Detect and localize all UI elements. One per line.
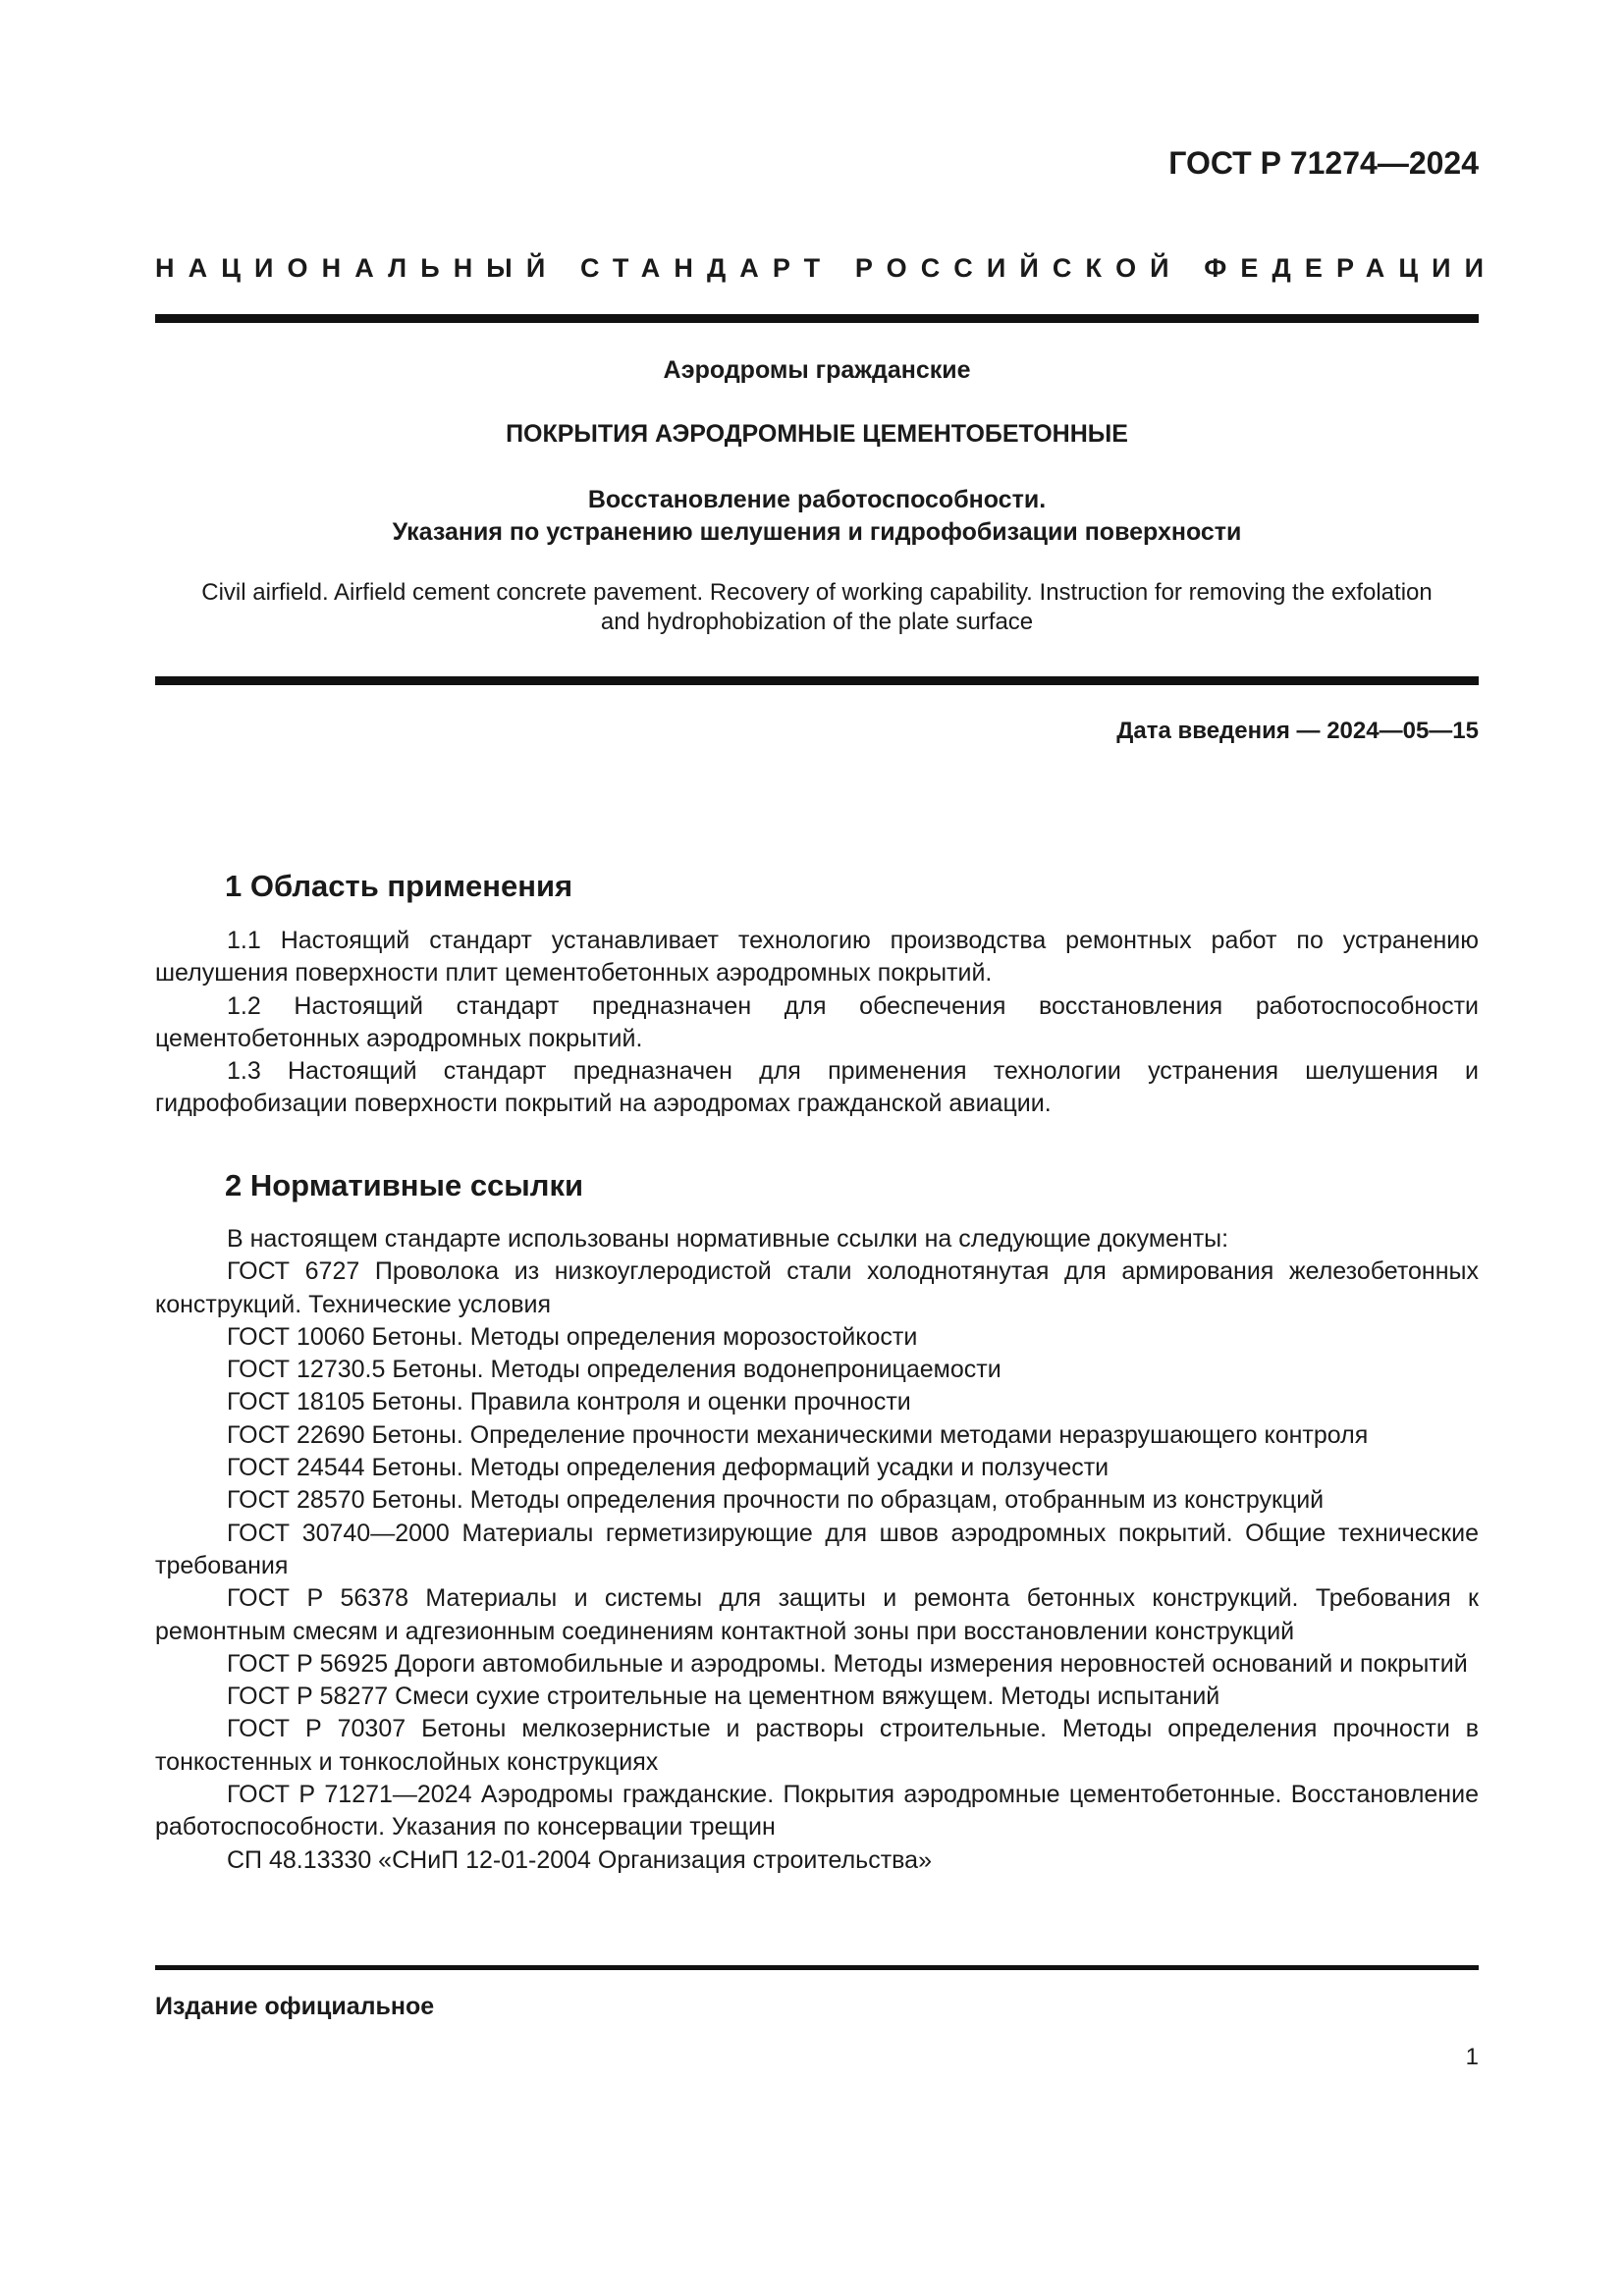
section-1-heading: 1 Область применения <box>225 869 573 903</box>
official-edition-label: Издание официальное <box>155 1993 435 2020</box>
reference-item: ГОСТ Р 56925 Дороги автомобильные и аэродромы. Методы измерения неровностей оснований и покрытий <box>227 1649 1468 1678</box>
reference-item: ГОСТ Р 71271—2024 Аэродромы гражданские. Покрытия аэродромные цементобетонные. Восстановление работоспособности. Указания по консервации трещин <box>155 1781 1479 1842</box>
reference-item: ГОСТ 22690 Бетоны. Определение прочности механическими методами неразрушающего контроля <box>227 1420 1369 1449</box>
reference-item: ГОСТ 18105 Бетоны. Правила контроля и оценки прочности <box>227 1388 911 1416</box>
reference-item: ГОСТ 10060 Бетоны. Методы определения морозостойкости <box>227 1322 918 1351</box>
paragraph-1-2: 1.2 Настоящий стандарт предназначен для обеспечения восстановления работоспособности цементобетонных аэродромных покрытий. <box>155 991 1479 1052</box>
page-number: 1 <box>1465 2044 1479 2070</box>
title-subtitle-line2: Указания по устранению шелушения и гидрофобизации поверхности <box>392 518 1242 546</box>
national-standard-banner: НАЦИОНАЛЬНЫЙ СТАНДАРТ РОССИЙСКОЙ ФЕДЕРАЦИИ <box>155 253 1498 283</box>
reference-item: ГОСТ 6727 Проволока из низкоуглеродистой стали холоднотянутая для армирования железобетонных конструкций. Технические условия <box>155 1257 1479 1318</box>
footer-rule <box>155 1965 1479 1970</box>
introduction-date: Дата введения — 2024—05—15 <box>1116 718 1479 744</box>
section-2-heading: 2 Нормативные ссылки <box>225 1168 584 1202</box>
document-page <box>155 0 1498 2296</box>
reference-item: СП 48.13330 «СНиП 12-01-2004 Организация строительства» <box>227 1845 932 1874</box>
section-2-body <box>155 1223 1479 1877</box>
title-subtitle <box>155 484 1479 549</box>
english-title-line1: Civil airfield. Airfield cement concrete pavement. Recovery of working capability. Instruction for removing the exfolation <box>201 579 1433 606</box>
top-rule <box>155 314 1479 323</box>
title-subtitle-line1: Восстановление работоспособности. <box>587 486 1047 513</box>
reference-item: ГОСТ Р 58277 Смеси сухие строительные на цементном вяжущем. Методы испытаний <box>227 1682 1220 1711</box>
english-title <box>155 578 1479 637</box>
references-intro: В настоящем стандарте использованы нормативные ссылки на следующие документы: <box>227 1225 1229 1253</box>
reference-item: ГОСТ Р 56378 Материалы и системы для защиты и ремонта бетонных конструкций. Требования к ремонтным смесям и адгезионным соединениям контактной зоны при восстановлении конструкций <box>155 1584 1479 1645</box>
title-main: ПОКРЫТИЯ АЭРОДРОМНЫЕ ЦЕМЕНТОБЕТОННЫЕ <box>506 420 1128 448</box>
english-title-line2: and hydrophobization of the plate surface <box>600 609 1034 635</box>
document-code: ГОСТ Р 71274—2024 <box>1168 145 1479 181</box>
reference-item: ГОСТ 24544 Бетоны. Методы определения деформаций усадки и ползучести <box>227 1454 1110 1482</box>
paragraph-1-1: 1.1 Настоящий стандарт устанавливает технологию производства ремонтных работ по устранению шелушения поверхности плит цементобетонных аэродромных покрытий. <box>155 927 1479 988</box>
reference-item: ГОСТ 30740—2000 Материалы герметизирующие для швов аэродромных покрытий. Общие технические требования <box>155 1519 1479 1579</box>
section-1-body <box>155 925 1479 1121</box>
reference-item: ГОСТ 28570 Бетоны. Методы определения прочности по образцам, отобранным из конструкций <box>227 1486 1325 1515</box>
paragraph-1-3: 1.3 Настоящий стандарт предназначен для применения технологии устранения шелушения и гидрофобизации поверхности покрытий на аэродромах гражданской авиации. <box>155 1057 1479 1118</box>
title-rule <box>155 676 1479 685</box>
reference-item: ГОСТ 12730.5 Бетоны. Методы определения водонепроницаемости <box>227 1356 1001 1384</box>
reference-item: ГОСТ Р 70307 Бетоны мелкозернистые и растворы строительные. Методы определения прочности в тонкостенных и тонкослойных конструкциях <box>155 1715 1479 1776</box>
title-category: Аэродромы гражданские <box>663 356 971 384</box>
